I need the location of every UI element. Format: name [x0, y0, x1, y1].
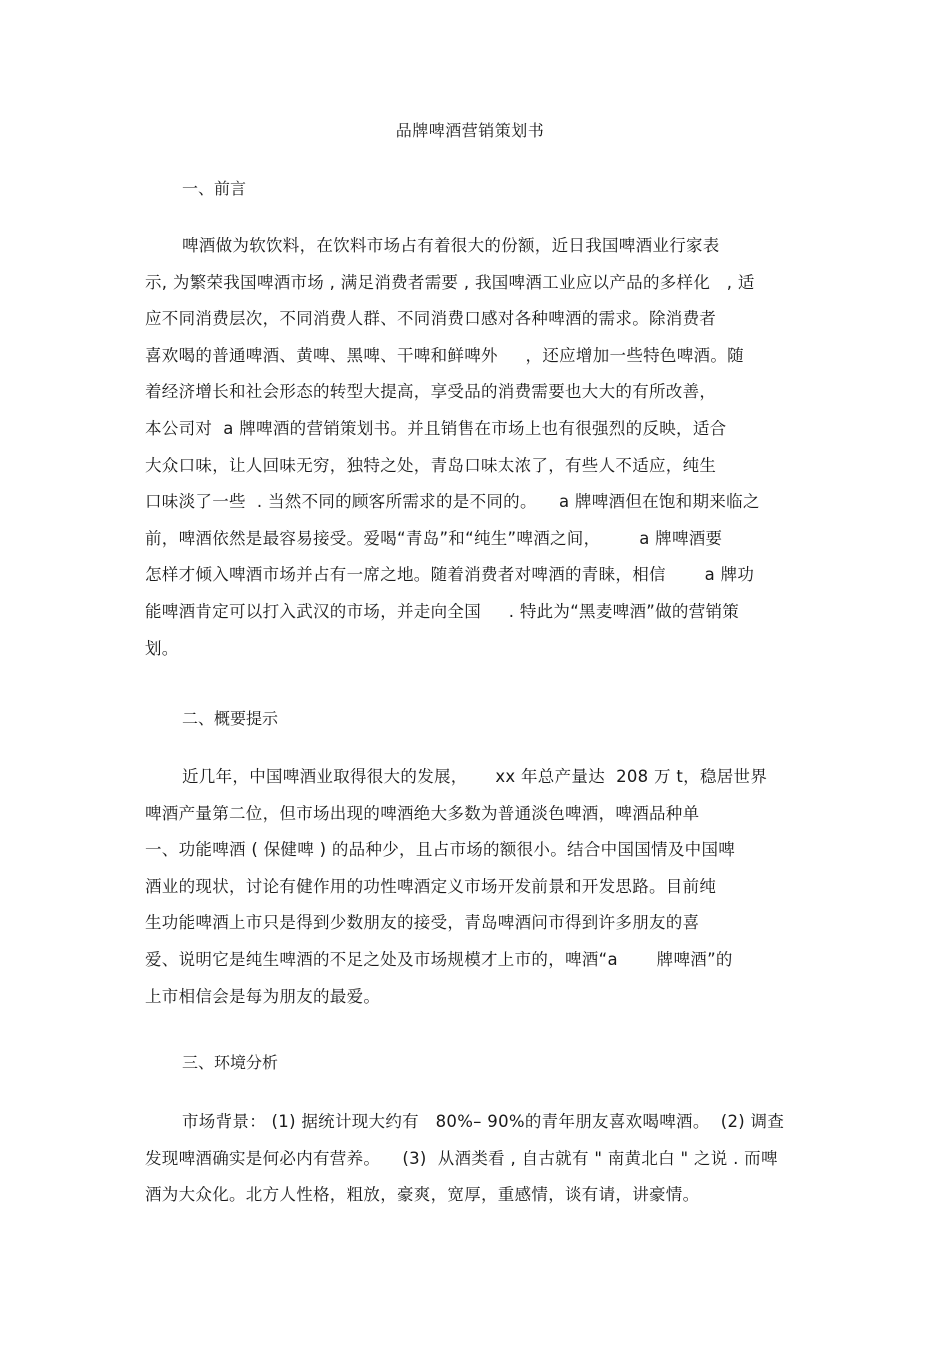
text-line: 发现啤酒确实是何必内有营养。 (3) 从酒类看 , 自古就有 " 南黄北白 " 之说 . 而啤 — [145, 1148, 778, 1168]
paragraph-summary — [145, 765, 805, 1021]
text-line: 上市相信会是每为朋友的最爱。 — [145, 986, 381, 1006]
text-line: 啤酒产量第二位，但市场出现的啤酒绝大多数为普通淡色啤酒，啤酒品种单 — [145, 803, 700, 823]
text-line: 划。 — [145, 638, 179, 658]
paragraph-preface — [145, 234, 805, 673]
text-line: 爱、说明它是纯生啤酒的不足之处及市场规模才上市的，啤酒“a 牌啤酒”的 — [145, 949, 733, 969]
text-line: 市场背景： (1) 据统计现大约有 80%– 90%的青年朋友喜欢喝啤酒。 (2) 调查 — [182, 1112, 785, 1131]
text-line: 前，啤酒依然是最容易接受。爱喝“青岛”和“纯生”啤酒之间， a 牌啤酒要 — [145, 528, 723, 548]
text-line: 生功能啤酒上市只是得到少数朋友的接受，青岛啤酒问市得到许多朋友的喜 — [145, 913, 700, 933]
text-line: 酒业的现状，讨论有健作用的功性啤酒定义市场开发前景和开发思路。目前纯 — [145, 876, 717, 896]
section-heading-preface: 一、前言 — [182, 179, 247, 198]
text-line: 大众口味，让人回味无穷，独特之处，青岛口味太浓了，有些人不适应，纯生 — [145, 455, 717, 475]
paragraph-environment — [145, 1110, 805, 1220]
text-line: 啤酒做为软饮料，在饮料市场占有着很大的份额，近日我国啤酒业行家表 — [182, 236, 720, 255]
section-heading-environment: 三、环境分析 — [182, 1053, 279, 1072]
text-line: 应不同消费层次，不同消费人群、不同消费口感对各种啤酒的需求。除消费者 — [145, 309, 717, 329]
text-line: 酒为大众化。北方人性格，粗放，豪爽，宽厚，重感情，谈有请，讲豪情。 — [145, 1185, 700, 1205]
text-line: 着经济增长和社会形态的转型大提高，享受品的消费需要也大大的有所改善， — [145, 382, 717, 402]
document-title: 品牌啤酒营销策划书 — [395, 121, 545, 140]
text-line: 能啤酒肯定可以打入武汉的市场，并走向全国 . 特此为“黑麦啤酒”做的营销策 — [145, 601, 740, 621]
text-line: 口味淡了一些 . 当然不同的顾客所需求的是不同的。 a 牌啤酒但在饱和期来临之 — [145, 492, 760, 512]
text-line: 示, 为繁荣我国啤酒市场 , 满足消费者需要 , 我国啤酒工业应以产品的多样化 , 适 — [145, 272, 755, 292]
text-line: 一、功能啤酒 ( 保健啤 ) 的品种少，且占市场的额很小。结合中国国情及中国啤 — [145, 840, 736, 860]
text-line: 喜欢喝的普通啤酒、黄啤、黑啤、干啤和鲜啤外 ，还应增加一些特色啤酒。随 — [145, 345, 744, 365]
text-line: 怎样才倾入啤酒市场并占有一席之地。随着消费者对啤酒的青睐，相信 a 牌功 — [145, 565, 755, 585]
text-line: 本公司对 a 牌啤酒的营销策划书。并且销售在市场上也有很强烈的反映，适合 — [145, 418, 727, 438]
text-line: 近几年，中国啤酒业取得很大的发展， xx 年总产量达 208 万 t，稳居世界 — [182, 767, 768, 786]
section-heading-summary: 二、概要提示 — [182, 709, 279, 728]
